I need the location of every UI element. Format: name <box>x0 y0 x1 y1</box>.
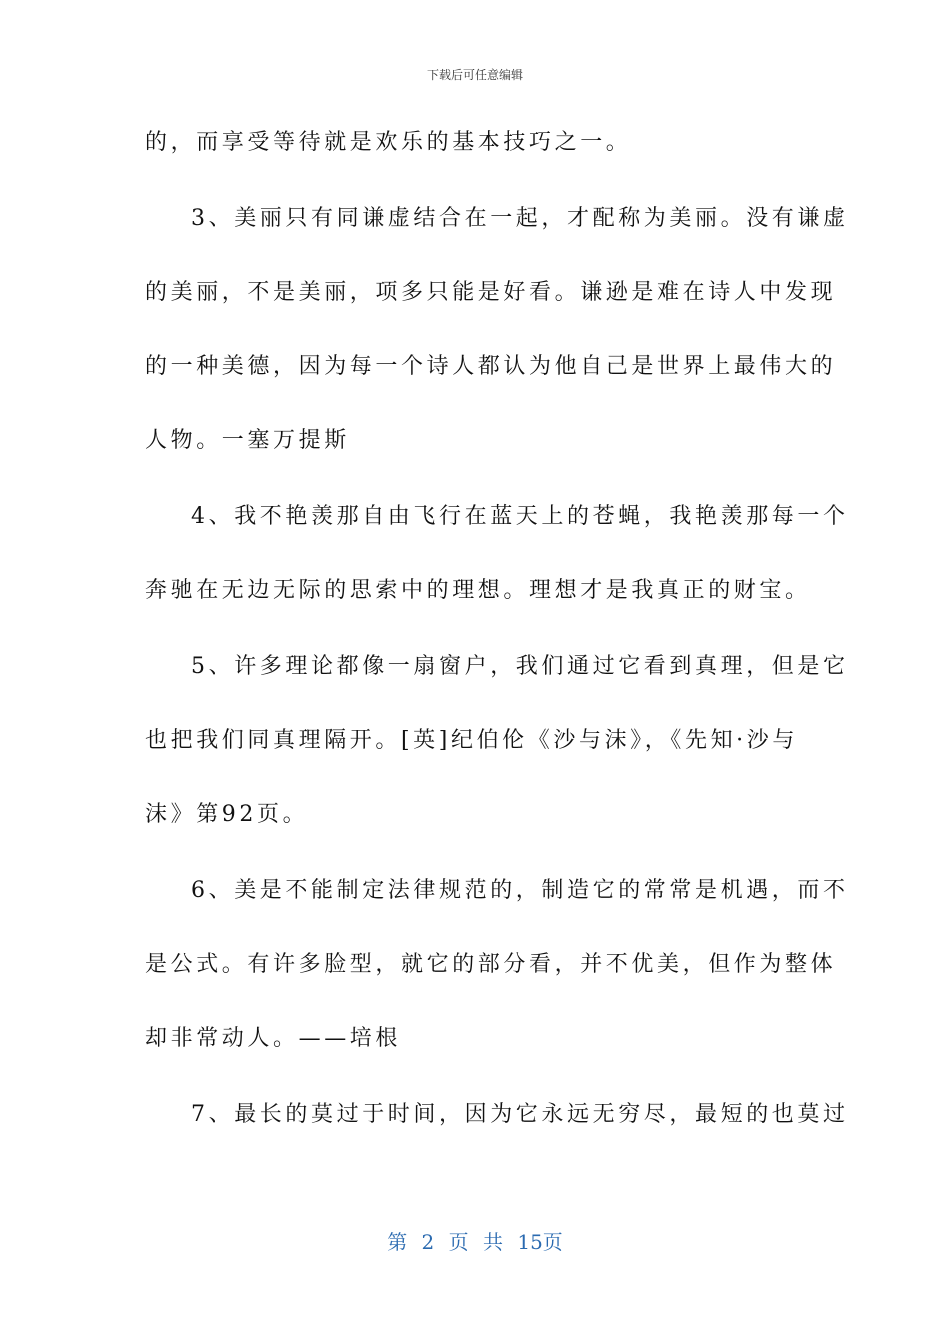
text-line: 3、美丽只有同谦虚结合在一起，才配称为美丽。没有谦虚 <box>191 206 849 231</box>
text-line: 奔驰在无边无际的思索中的理想。理想才是我真正的财宝。 <box>145 578 811 603</box>
page-header: 下载后可任意编辑 <box>426 68 523 82</box>
text-line: 也把我们同真理隔开。[英]纪伯伦《沙与沫》，《先知·沙与 <box>145 728 798 753</box>
text-line: 是公式。有许多脸型，就它的部分看，并不优美，但作为整体 <box>145 952 837 977</box>
footer-ye: 页 <box>448 1230 469 1254</box>
page-footer <box>0 1226 950 1255</box>
footer-page-number: 2 <box>421 1230 435 1254</box>
footer-total-pages: 15页 <box>517 1230 563 1254</box>
text-line: 的一种美德，因为每一个诗人都认为他自己是世界上最伟大的 <box>145 354 837 379</box>
footer-gong: 共 <box>483 1230 503 1254</box>
text-line: 却非常动人。——培根 <box>145 1026 402 1051</box>
text-line: 人物。一塞万提斯 <box>145 428 350 453</box>
text-line: 7、最长的莫过于时间，因为它永远无穷尽，最短的也莫过 <box>191 1102 849 1127</box>
text-line: 4、我不艳羡那自由飞行在蓝天上的苍蝇，我艳羡那每一个 <box>191 504 849 529</box>
footer-di: 第 <box>387 1230 408 1254</box>
text-line: 沫》第92页。 <box>145 802 309 827</box>
text-line: 的，而享受等待就是欢乐的基本技巧之一。 <box>145 130 632 155</box>
text-line: 5、许多理论都像一扇窗户，我们通过它看到真理，但是它 <box>191 654 849 679</box>
text-line: 的美丽，不是美丽，项多只能是好看。谦逊是难在诗人中发现 <box>145 280 837 305</box>
text-line: 6、美是不能制定法律规范的，制造它的常常是机遇，而不 <box>191 878 849 903</box>
